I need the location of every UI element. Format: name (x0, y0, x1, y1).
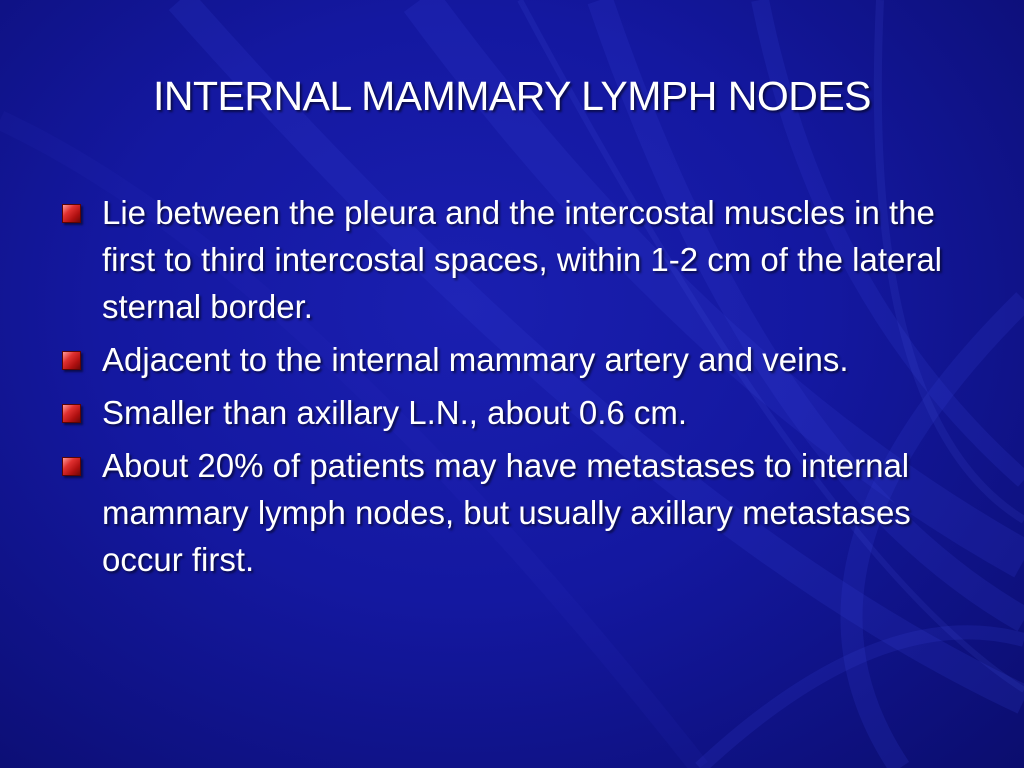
bullet-text: Lie between the pleura and the intercostal muscles in the first to third intercostal spaces, within 1-2 cm of the lateral sternal border. (102, 194, 943, 325)
square-bullet-icon (62, 351, 81, 370)
bullet-list (62, 189, 962, 589)
bullet-item (62, 336, 962, 383)
square-bullet-icon (62, 204, 81, 223)
bullet-text: About 20% of patients may have metastases to internal mammary lymph nodes, but usually axillary metastases occur first. (102, 447, 911, 578)
square-bullet-icon (62, 457, 81, 476)
slide-title: INTERNAL MAMMARY LYMPH NODES (152, 73, 872, 119)
bullet-text: Smaller than axillary L.N., about 0.6 cm. (102, 394, 688, 431)
bullet-item (62, 389, 962, 436)
bullet-text: Adjacent to the internal mammary artery and veins. (102, 341, 849, 378)
square-bullet-icon (62, 404, 81, 423)
bullet-item (62, 442, 962, 583)
bullet-item (62, 189, 962, 330)
